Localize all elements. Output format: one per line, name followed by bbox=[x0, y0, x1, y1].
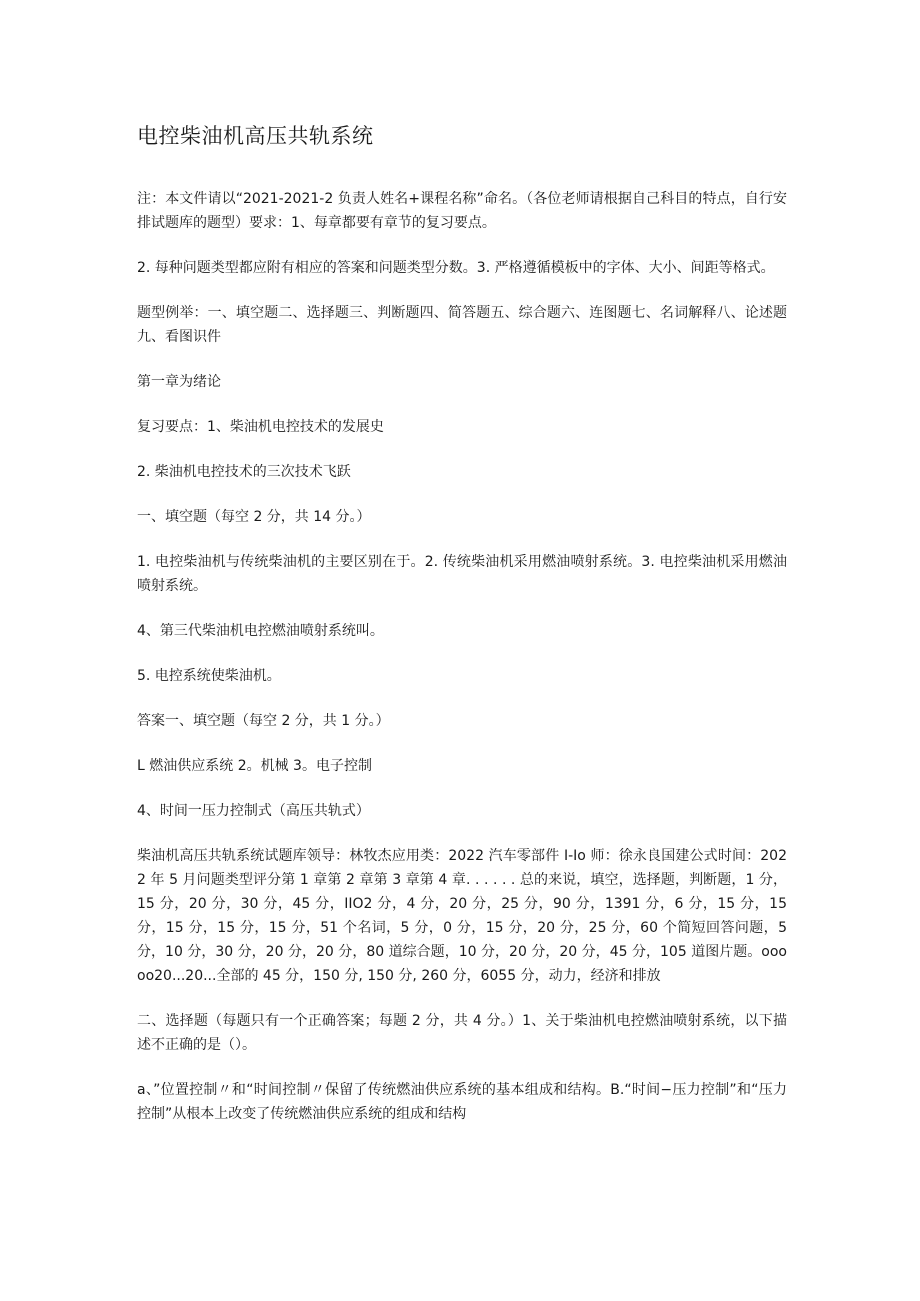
multiple-choice-heading: 二、选择题（每题只有一个正确答案；每题 2 分，共 4 分。）1、关于柴油机电控燃油喷射系统，以下描述不正确的是（）。 bbox=[137, 1013, 787, 1053]
fill-blank-question-5: 5. 电控系统使柴油机。 bbox=[137, 668, 281, 684]
note-paragraph: 注：本文件请以“2021-2021-2 负责人姓名+课程名称”命名。（各位老师请根据自己科目的特点，自行安排试题库的题型）要求：1、每章都要有章节的复习要点。 bbox=[137, 191, 787, 231]
answer-1-3: L 燃油供应系统 2。机械 3。电子控制 bbox=[137, 758, 372, 774]
question-types-paragraph: 题型例举：一、填空题二、选择题三、判断题四、简答题五、综合题六、连图题七、名词解释八、论述题九、看图识件 bbox=[137, 305, 787, 345]
chapter-heading: 第一章为绪论 bbox=[137, 374, 221, 390]
fill-blank-heading: 一、填空题（每空 2 分，共 14 分。） bbox=[137, 509, 371, 525]
document-page bbox=[137, 118, 787, 1147]
answer-heading: 答案一、填空题（每空 2 分，共 1 分。） bbox=[137, 713, 390, 729]
review-point-2: 2. 柴油机电控技术的三次技术飞跃 bbox=[137, 464, 351, 480]
requirements-paragraph: 2. 每种问题类型都应附有相应的答案和问题类型分数。3. 严格遵循模板中的字体、大小、间距等格式。 bbox=[137, 260, 775, 276]
fill-blank-questions-1-3: 1. 电控柴油机与传统柴油机的主要区别在于。2. 传统柴油机采用燃油喷射系统。3. 电控柴油机采用燃油喷射系统。 bbox=[137, 554, 787, 594]
answer-4: 4、时间一压力控制式（高压共轨式） bbox=[137, 803, 370, 819]
question-bank-summary: 柴油机高压共轨系统试题库领导：林牧杰应用类：2022 汽车零部件 I-Io 师：徐永良国建公式时间：2022 年 5 月问题类型评分第 1 章第 2 章第 3 章第 4 章. . . . . . 总的来说，填空，选择题，判断题，1 分，15 分，20 分，30 分，45 分，IIO2 分，4 分，20 分，25 分，90 分，1391 分，6 分，15 分，15 分，15 分，15 分，15 分，51 个名词，5 分，0 分，15 分，20 分，25 分，60 个简短回答问题，5 分，10 分，30 分，20 分，20 分，80 道综合题，10 分，20 分，20 分，45 分，105 道图片题。ooooo20...20...全部的 45 分，150 分, 150 分, 260 分，6055 分，动力，经济和排放 bbox=[137, 848, 787, 984]
fill-blank-question-4: 4、第三代柴油机电控燃油喷射系统叫。 bbox=[137, 623, 384, 639]
review-points-paragraph: 复习要点：1、柴油机电控技术的发展史 bbox=[137, 419, 384, 435]
multiple-choice-options: a、”位置控制〃和“时间控制〃保留了传统燃油供应系统的基本组成和结构。B.“时间−压力控制”和“压力控制”从根本上改变了传统燃油供应系统的组成和结构 bbox=[137, 1082, 787, 1122]
document-title: 电控柴油机高压共轨系统 bbox=[137, 124, 374, 148]
